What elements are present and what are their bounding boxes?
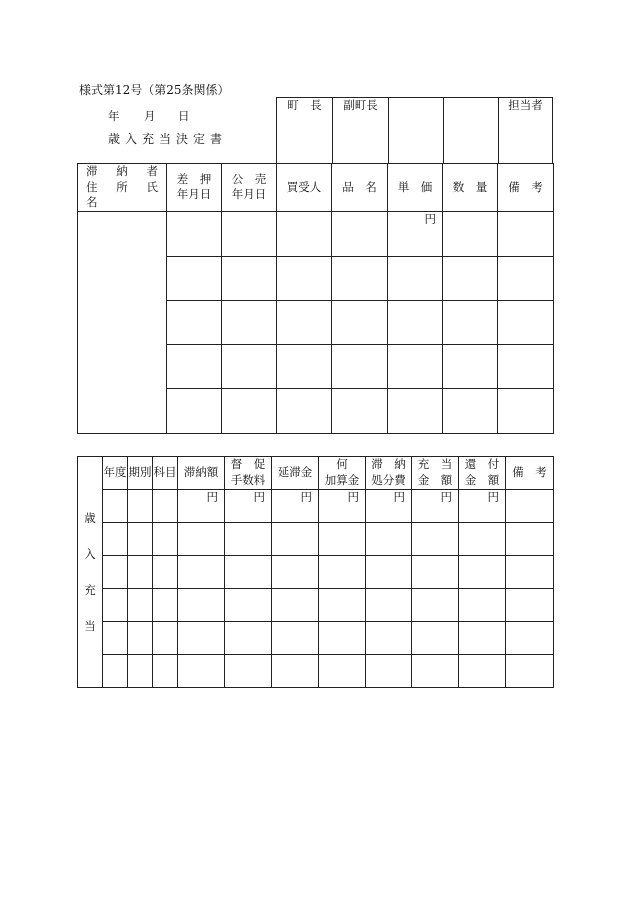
header-disposal-cost-line2: 処分費 bbox=[371, 472, 406, 487]
header-sale-line2: 年月日 bbox=[231, 187, 267, 202]
header-quantity: 数 量 bbox=[443, 164, 498, 212]
table-cell bbox=[103, 622, 128, 655]
header-seizure-line1: 差 押 bbox=[176, 171, 212, 186]
table-row bbox=[78, 523, 554, 556]
header-seizure-line2: 年月日 bbox=[176, 187, 212, 202]
approval-cell-blank-1 bbox=[389, 98, 444, 164]
table-cell bbox=[277, 256, 332, 300]
table-cell bbox=[459, 556, 506, 589]
header-refund-amount bbox=[459, 457, 506, 490]
table-cell bbox=[498, 388, 554, 433]
header-applied-amount-line1: 充 当 bbox=[417, 457, 453, 471]
table-cell bbox=[412, 655, 459, 688]
table-cell bbox=[277, 300, 332, 344]
table-cell bbox=[332, 388, 388, 433]
revenue-application-table bbox=[77, 456, 554, 688]
side-label-char: 充 bbox=[84, 583, 96, 597]
approval-cell-staff: 担当者 bbox=[499, 98, 553, 164]
table-cell bbox=[319, 556, 366, 589]
header-additional-tax bbox=[319, 457, 366, 490]
header-taxpayer-line2: 住 所 氏 名 bbox=[86, 179, 170, 210]
header-additional-tax-line2: 加算金 bbox=[324, 472, 360, 487]
refund-amount-yen: 円 bbox=[459, 490, 506, 523]
table-cell bbox=[366, 556, 412, 589]
arrears-yen: 円 bbox=[178, 490, 225, 523]
table-cell bbox=[222, 211, 277, 256]
table-cell bbox=[498, 344, 554, 388]
table-cell bbox=[319, 523, 366, 556]
document-title: 歳入充当決定書 bbox=[108, 132, 228, 146]
table-cell bbox=[506, 556, 554, 589]
table-cell bbox=[277, 388, 332, 433]
table-cell bbox=[222, 344, 277, 388]
table-cell bbox=[225, 523, 272, 556]
table-cell bbox=[272, 655, 319, 688]
side-label-char: 当 bbox=[84, 619, 96, 633]
table-cell bbox=[319, 589, 366, 622]
table-cell bbox=[128, 622, 153, 655]
header-taxpayer-line1: 滞 納 者 bbox=[86, 164, 158, 178]
header-refund-amount-line2: 金 額 bbox=[464, 472, 500, 487]
table-cell bbox=[178, 556, 225, 589]
additional-tax-yen: 円 bbox=[319, 490, 366, 523]
table-cell bbox=[153, 523, 178, 556]
table-cell bbox=[277, 211, 332, 256]
table-cell bbox=[443, 300, 498, 344]
side-label-char: 歳 bbox=[84, 511, 96, 525]
table-cell bbox=[103, 556, 128, 589]
header-dunning-fee-line1: 督 促 bbox=[230, 457, 266, 471]
table-cell bbox=[506, 490, 554, 523]
table-cell bbox=[366, 655, 412, 688]
table-row bbox=[78, 622, 554, 655]
header-additional-tax-line1: 何 bbox=[336, 457, 348, 471]
table-cell bbox=[225, 655, 272, 688]
table-cell bbox=[272, 622, 319, 655]
date-month-label: 月 bbox=[144, 109, 156, 123]
header-fiscal-year: 年度 bbox=[103, 457, 128, 490]
table-cell bbox=[443, 211, 498, 256]
table-cell bbox=[153, 490, 178, 523]
table-row bbox=[78, 490, 554, 523]
unit-price-yen: 円 bbox=[388, 211, 443, 256]
header-arrears-amount: 滞納額 bbox=[178, 457, 225, 490]
table-cell bbox=[443, 388, 498, 433]
table-cell bbox=[506, 523, 554, 556]
table-cell bbox=[498, 300, 554, 344]
header-applied-amount bbox=[412, 457, 459, 490]
table-cell bbox=[178, 523, 225, 556]
table-cell bbox=[272, 523, 319, 556]
table-cell bbox=[178, 622, 225, 655]
table-cell bbox=[459, 655, 506, 688]
table-cell bbox=[366, 622, 412, 655]
form-number: 様式第12号（第25条関係） bbox=[79, 83, 230, 97]
table-cell bbox=[167, 300, 222, 344]
table-row bbox=[78, 589, 554, 622]
table-cell bbox=[178, 589, 225, 622]
table-cell bbox=[412, 523, 459, 556]
header-disposal-cost bbox=[366, 457, 412, 490]
date-year-label: 年 bbox=[108, 109, 120, 123]
approval-table bbox=[276, 97, 553, 164]
table-cell bbox=[498, 211, 554, 256]
header-applied-amount-line2: 金 額 bbox=[417, 472, 453, 487]
header-sale-line1: 公 売 bbox=[231, 171, 267, 186]
table-cell bbox=[506, 622, 554, 655]
table-cell bbox=[128, 589, 153, 622]
table-cell bbox=[178, 655, 225, 688]
approval-cell-deputy-mayor: 副町長 bbox=[333, 98, 389, 164]
table-cell bbox=[443, 256, 498, 300]
header-sale-date bbox=[222, 164, 277, 212]
header-delinquency-charge: 延滞金 bbox=[272, 457, 319, 490]
table-cell bbox=[366, 589, 412, 622]
table-cell bbox=[128, 655, 153, 688]
table-cell bbox=[225, 589, 272, 622]
table-cell bbox=[332, 300, 388, 344]
header-disposal-cost-line1: 滞 納 bbox=[371, 457, 406, 471]
header-remarks: 備 考 bbox=[498, 164, 554, 212]
table-cell bbox=[128, 490, 153, 523]
table-cell bbox=[412, 556, 459, 589]
table-cell bbox=[506, 589, 554, 622]
table-cell bbox=[103, 589, 128, 622]
table-cell bbox=[319, 655, 366, 688]
header-subject: 科目 bbox=[153, 457, 178, 490]
table-cell bbox=[388, 388, 443, 433]
table-cell bbox=[128, 556, 153, 589]
header-refund-amount-line1: 還 付 bbox=[464, 457, 500, 471]
table-cell bbox=[153, 589, 178, 622]
table-cell bbox=[167, 256, 222, 300]
table-cell bbox=[277, 344, 332, 388]
header-taxpayer bbox=[78, 164, 170, 212]
table-cell bbox=[388, 256, 443, 300]
table-cell bbox=[388, 300, 443, 344]
table-cell bbox=[272, 556, 319, 589]
table-row bbox=[78, 211, 554, 256]
table-cell bbox=[319, 622, 366, 655]
table-cell bbox=[272, 589, 319, 622]
table-cell bbox=[103, 490, 128, 523]
seized-property-table bbox=[77, 163, 554, 434]
table-cell bbox=[332, 211, 388, 256]
approval-cell-blank-2 bbox=[444, 98, 499, 164]
header-buyer: 買受人 bbox=[277, 164, 332, 212]
table-cell bbox=[388, 344, 443, 388]
table-cell bbox=[412, 589, 459, 622]
table-cell bbox=[222, 256, 277, 300]
taxpayer-cell bbox=[78, 211, 167, 433]
table-cell bbox=[103, 655, 128, 688]
table-cell bbox=[459, 622, 506, 655]
table-cell bbox=[412, 622, 459, 655]
side-label-revenue-application bbox=[78, 457, 103, 688]
header-dunning-fee bbox=[225, 457, 272, 490]
table-cell bbox=[366, 523, 412, 556]
disposal-cost-yen: 円 bbox=[366, 490, 412, 523]
side-label-char: 入 bbox=[84, 547, 96, 561]
table-cell bbox=[225, 622, 272, 655]
dunning-fee-yen: 円 bbox=[225, 490, 272, 523]
table-cell bbox=[459, 589, 506, 622]
table-row bbox=[78, 655, 554, 688]
table-cell bbox=[153, 622, 178, 655]
date-day-label: 日 bbox=[178, 109, 190, 123]
table-cell bbox=[153, 655, 178, 688]
header-dunning-fee-line2: 手数料 bbox=[230, 472, 266, 487]
delinquency-yen: 円 bbox=[272, 490, 319, 523]
table-cell bbox=[167, 388, 222, 433]
table-cell bbox=[222, 300, 277, 344]
table-cell bbox=[167, 344, 222, 388]
table-cell bbox=[443, 344, 498, 388]
table-cell bbox=[153, 556, 178, 589]
table-cell bbox=[506, 655, 554, 688]
table-row bbox=[78, 556, 554, 589]
table-cell bbox=[332, 256, 388, 300]
applied-amount-yen: 円 bbox=[412, 490, 459, 523]
table-cell bbox=[332, 344, 388, 388]
header-item-name: 品 名 bbox=[332, 164, 388, 212]
header-unit-price: 単 価 bbox=[388, 164, 443, 212]
table-cell bbox=[167, 211, 222, 256]
header-period: 期別 bbox=[128, 457, 153, 490]
header-seizure-date bbox=[167, 164, 222, 212]
header-remarks-2: 備 考 bbox=[506, 457, 554, 490]
table-cell bbox=[128, 523, 153, 556]
approval-cell-mayor: 町 長 bbox=[277, 98, 333, 164]
table-cell bbox=[103, 523, 128, 556]
table-cell bbox=[498, 256, 554, 300]
table-cell bbox=[225, 556, 272, 589]
table-cell bbox=[459, 523, 506, 556]
table-cell bbox=[222, 388, 277, 433]
